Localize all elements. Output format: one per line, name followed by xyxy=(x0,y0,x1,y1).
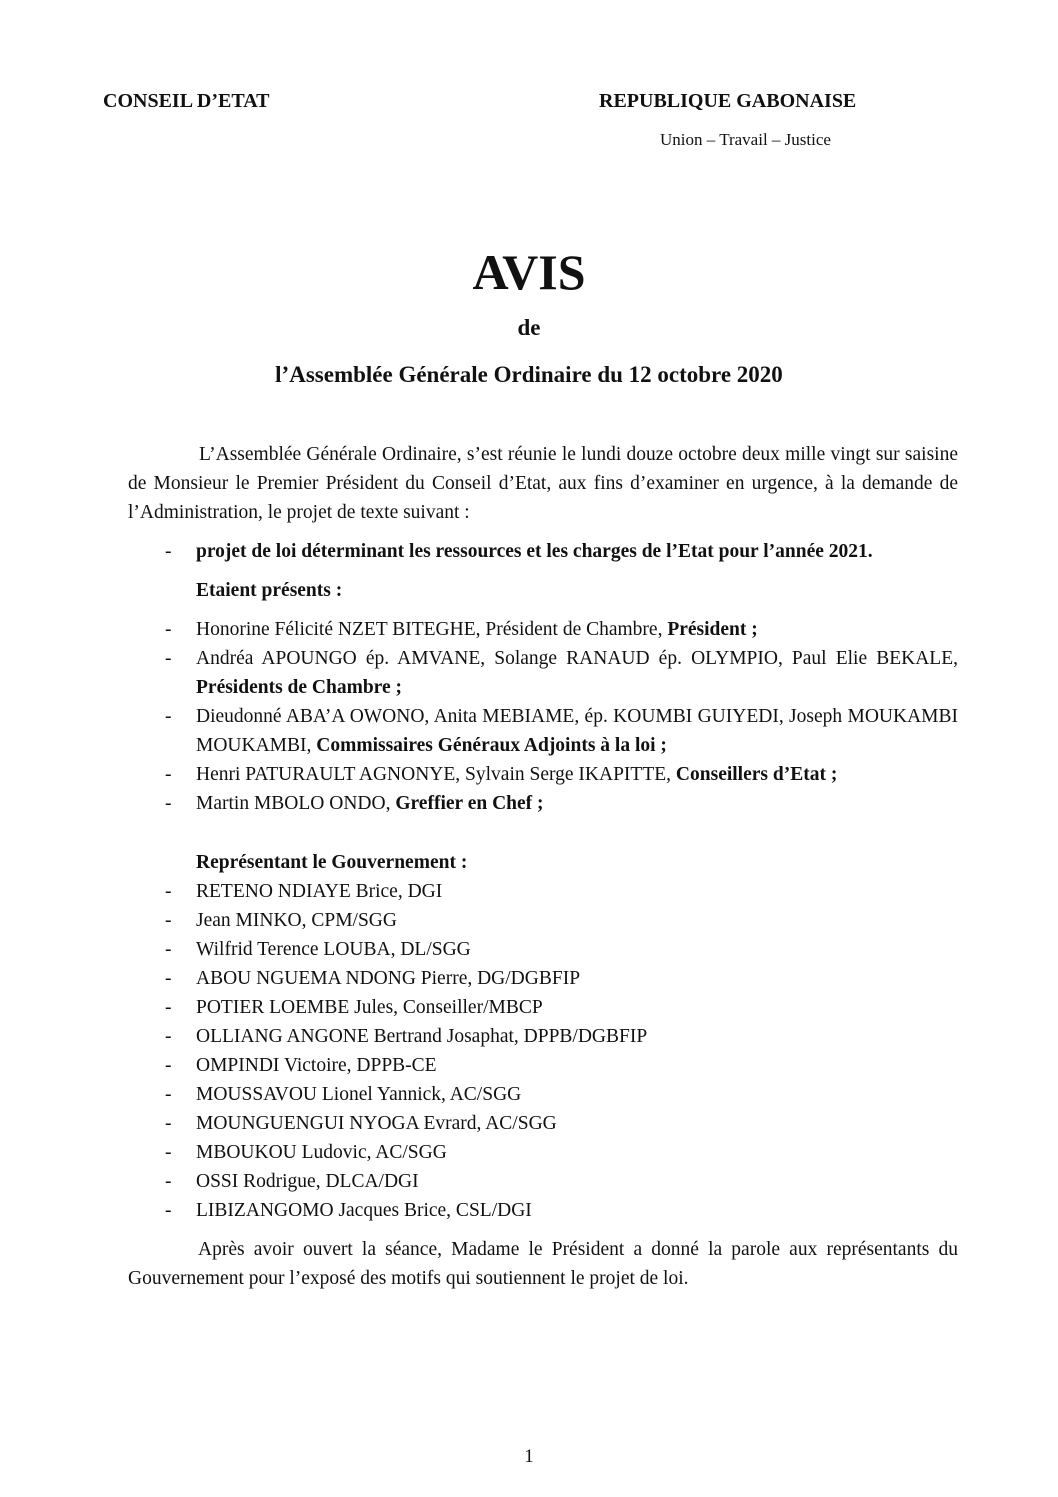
dash-marker: - xyxy=(165,793,172,814)
government-member: OMPINDI Victoire, DPPB-CE xyxy=(196,1055,437,1076)
country-name: REPUBLIQUE GABONAISE xyxy=(599,90,857,112)
document-body xyxy=(128,440,958,1293)
intro-paragraph: L’Assemblée Générale Ordinaire, s’est réunie le lundi douze octobre deux mille vingt sur saisine de Monsieur le Premier Président du Conseil d’Etat, aux fins d’examiner en urgence, à la demande de l’Administration, le projet de texte suivant : xyxy=(128,444,958,523)
project-list xyxy=(128,537,958,566)
dash-marker: - xyxy=(165,997,172,1018)
government-member: OSSI Rodrigue, DLCA/DGI xyxy=(196,1171,419,1192)
present-role: Président ; xyxy=(667,619,758,640)
national-motto: Union – Travail – Justice xyxy=(660,130,831,149)
dash-marker: - xyxy=(165,541,172,562)
government-member: MOUSSAVOU Lionel Yannick, AC/SGG xyxy=(196,1084,522,1105)
present-names: Martin MBOLO ONDO, xyxy=(196,793,396,814)
government-item xyxy=(128,1109,958,1138)
government-member: MOUNGUENGUI NYOGA Evrard, AC/SGG xyxy=(196,1113,557,1134)
dash-marker: - xyxy=(165,648,172,669)
present-names: Andréa APOUNGO ép. AMVANE, Solange RANAUD ép. OLYMPIO, Paul Elie BEKALE, xyxy=(196,648,958,669)
government-item xyxy=(128,877,958,906)
government-list xyxy=(128,877,958,1225)
government-heading: Représentant le Gouvernement : xyxy=(196,852,468,873)
dash-marker: - xyxy=(165,1113,172,1134)
institution-name: CONSEIL D’ETAT xyxy=(103,90,270,112)
dash-marker: - xyxy=(165,1142,172,1163)
government-item xyxy=(128,935,958,964)
dash-marker: - xyxy=(165,1200,172,1221)
government-member: LIBIZANGOMO Jacques Brice, CSL/DGI xyxy=(196,1200,532,1221)
present-list xyxy=(128,615,958,818)
present-role: Commissaires Généraux Adjoints à la loi ; xyxy=(316,735,667,756)
government-member: ABOU NGUEMA NDONG Pierre, DG/DGBFIP xyxy=(196,968,581,989)
government-member: Wilfrid Terence LOUBA, DL/SGG xyxy=(196,939,471,960)
dash-marker: - xyxy=(165,881,172,902)
page-number: 1 xyxy=(524,1446,534,1467)
government-item xyxy=(128,1022,958,1051)
present-role: Conseillers d’Etat ; xyxy=(675,764,838,785)
present-item xyxy=(128,702,958,760)
present-item xyxy=(128,644,958,702)
present-item xyxy=(128,789,958,818)
government-item xyxy=(128,1080,958,1109)
present-item xyxy=(128,760,958,789)
government-member: RETENO NDIAYE Brice, DGI xyxy=(196,881,443,902)
present-item xyxy=(128,615,958,644)
government-item xyxy=(128,964,958,993)
project-text: projet de loi déterminant les ressources et les charges de l’Etat pour l’année 2021. xyxy=(196,541,873,562)
government-item xyxy=(128,1167,958,1196)
dash-marker: - xyxy=(165,968,172,989)
dash-marker: - xyxy=(165,1055,172,1076)
government-item xyxy=(128,993,958,1022)
project-item xyxy=(128,537,958,566)
government-member: OLLIANG ANGONE Bertrand Josaphat, DPPB/DGBFIP xyxy=(196,1026,648,1047)
present-names: Dieudonné ABA’A OWONO, Anita MEBIAME, ép. KOUMBI GUIYEDI, Joseph MOUKAMBI MOUKAMBI, xyxy=(196,706,958,756)
present-heading: Etaient présents : xyxy=(196,580,343,601)
government-item xyxy=(128,1051,958,1080)
government-member: POTIER LOEMBE Jules, Conseiller/MBCP xyxy=(196,997,543,1018)
present-role: Greffier en Chef ; xyxy=(395,793,544,814)
government-member: MBOUKOU Ludovic, AC/SGG xyxy=(196,1142,447,1163)
present-names: Honorine Félicité NZET BITEGHE, Président de Chambre, xyxy=(196,619,668,640)
government-item xyxy=(128,1196,958,1225)
present-role: Présidents de Chambre ; xyxy=(196,677,402,698)
dash-marker: - xyxy=(165,910,172,931)
dash-marker: - xyxy=(165,764,172,785)
present-names: Henri PATURAULT AGNONYE, Sylvain Serge IKAPITTE, xyxy=(196,764,676,785)
document-subtitle-de: de xyxy=(517,315,541,340)
document-title: AVIS xyxy=(472,244,586,300)
dash-marker: - xyxy=(165,1026,172,1047)
government-item xyxy=(128,906,958,935)
dash-marker: - xyxy=(165,939,172,960)
dash-marker: - xyxy=(165,706,172,727)
dash-marker: - xyxy=(165,1171,172,1192)
government-member: Jean MINKO, CPM/SGG xyxy=(196,910,397,931)
dash-marker: - xyxy=(165,1084,172,1105)
closing-paragraph: Après avoir ouvert la séance, Madame le Président a donné la parole aux représentants du Gouvernement pour l’exposé des motifs qui soutiennent le projet de loi. xyxy=(128,1239,958,1289)
government-item xyxy=(128,1138,958,1167)
document-subtitle: l’Assemblée Générale Ordinaire du 12 octobre 2020 xyxy=(275,362,783,387)
dash-marker: - xyxy=(165,619,172,640)
